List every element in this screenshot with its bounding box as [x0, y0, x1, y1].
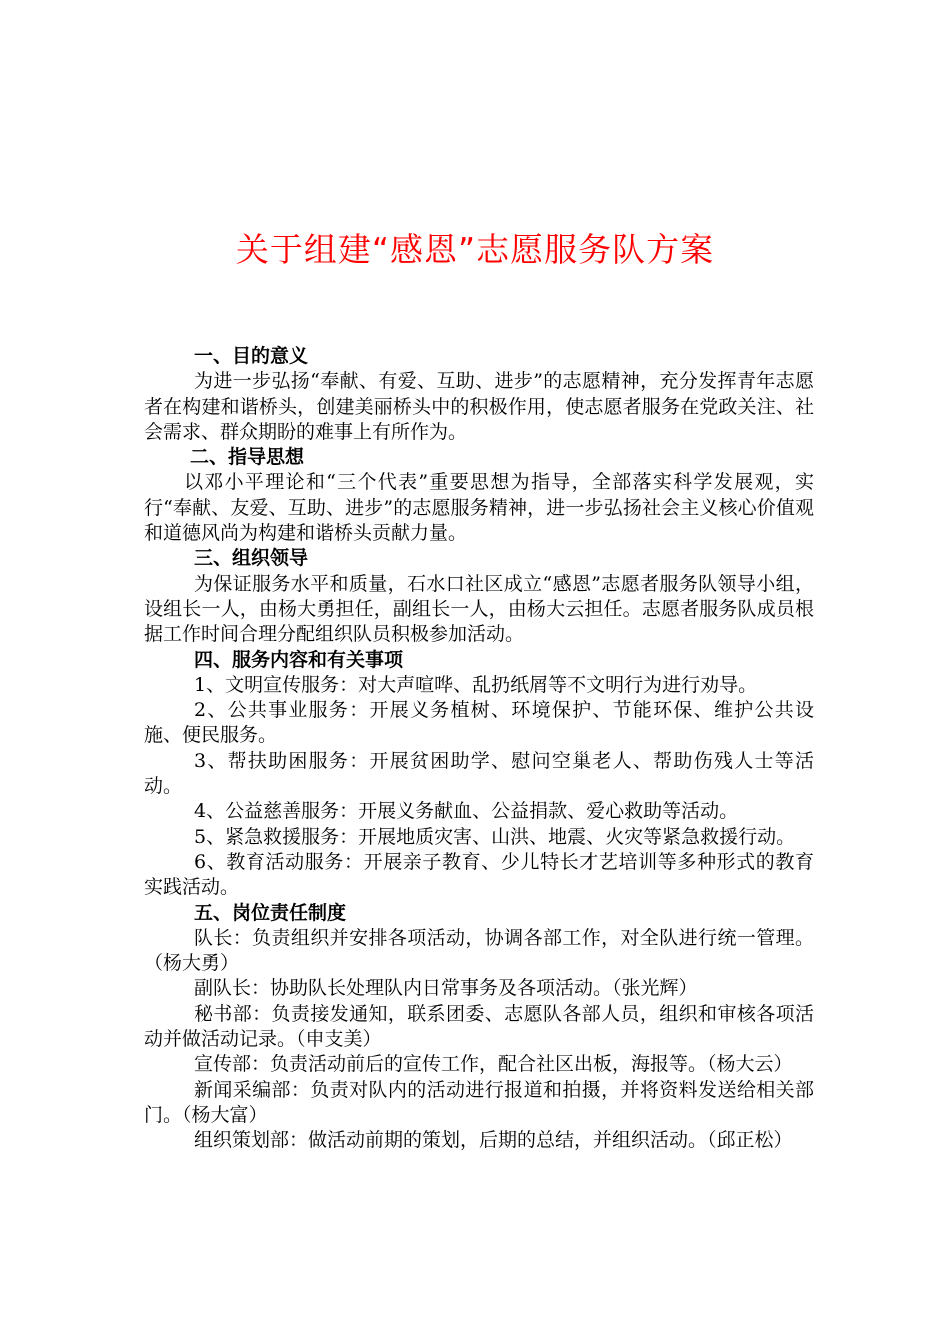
list-item: 4、公益慈善服务：开展义务献血、公益捐款、爱心救助等活动。 — [194, 800, 739, 823]
list-item: 3、帮扶助困服务：开展贫困助学、慰问空巢老人、帮助伤残人士等活动。 — [144, 749, 814, 798]
section-heading-purpose: 一、目的意义 — [194, 345, 309, 367]
document-title: 关于组建“感恩”志愿服务队方案 — [235, 230, 715, 269]
list-item: 1、文明宣传服务：对大声喧哗、乱扔纸屑等不文明行为进行劝导。 — [194, 673, 758, 696]
list-item: 6、教育活动服务：开展亲子教育、少儿特长才艺培训等多种形式的教育实践活动。 — [144, 850, 814, 899]
section-heading-service-content: 四、服务内容和有关事项 — [194, 648, 404, 671]
section-heading-responsibilities: 五、岗位责任制度 — [194, 901, 347, 924]
section-paragraph: 为进一步弘扬“奉献、有爱、互助、进步”的志愿精神，充分发挥青年志愿者在构建和谐桥头，创建美丽桥头中的积极作用，使志愿者服务在党政关注、社会需求、群众期盼的难事上有所作为。 — [144, 370, 814, 443]
list-item: 秘书部：负责接发通知，联系团委、志愿队各部人员，组织和审核各项活动并做活动记录。（申支美） — [144, 1002, 814, 1051]
list-item: 5、紧急救援服务：开展地质灾害、山洪、地震、火灾等紧急救援行动。 — [194, 825, 796, 848]
document-body — [144, 344, 814, 1154]
list-item: 2、公共事业服务：开展义务植树、环境保护、节能环保、维护公共设施、便民服务。 — [144, 699, 814, 747]
list-item: 新闻采编部：负责对队内的活动进行报道和拍摄，并将资料发送给相关部门。（杨大富） — [144, 1078, 814, 1126]
list-item: 组织策划部：做活动前期的策划，后期的总结，并组织活动。（邱正松） — [194, 1129, 793, 1152]
section-paragraph: 以邓小平理论和“三个代表”重要思想为指导，全部落实科学发展观，实行“奉献、友爱、互助、进步”的志愿服务精神，进一步弘扬社会主义核心价值观和道德风尚为构建和谐桥头贡献力量。 — [144, 471, 814, 545]
list-item: 副队长：协助队长处理队内日常事务及各项活动。（张光辉） — [194, 977, 698, 1000]
list-item: 队长：负责组织并安排各项活动，协调各部工作，对全队进行统一管理。（杨大勇） — [144, 926, 814, 975]
section-heading-guiding-ideology: 二、指导思想 — [190, 446, 305, 469]
section-heading-leadership: 三、组织领导 — [194, 547, 309, 570]
list-item: 宣传部：负责活动前后的宣传工作，配合社区出板，海报等。（杨大云） — [194, 1053, 793, 1076]
section-paragraph: 为保证服务水平和质量，石水口社区成立“感恩”志愿者服务队领导小组，设组长一人，由杨大勇担任，副组长一人，由杨大云担任。志愿者服务队成员根据工作时间合理分配组织队员积极参加活动。 — [144, 572, 814, 646]
